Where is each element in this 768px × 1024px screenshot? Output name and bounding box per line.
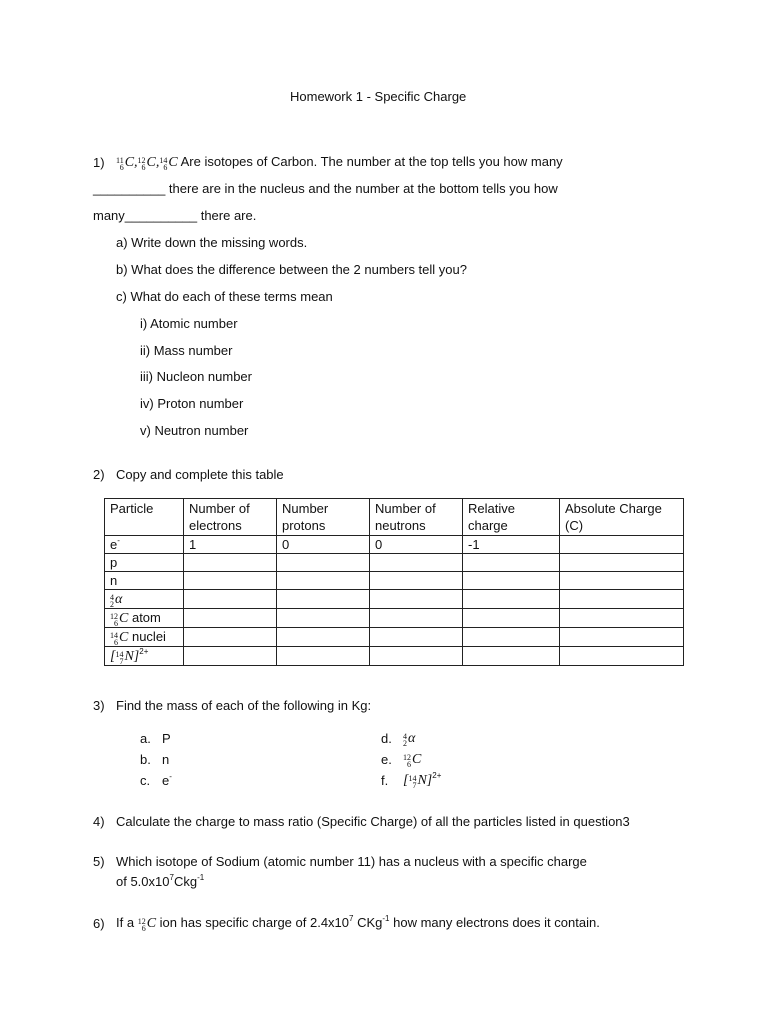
cell-particle-nitrogen-ion: [ 14 7 N]$^{2+}$ (105, 647, 184, 666)
header-particle: Particle (105, 499, 184, 536)
particle-table (104, 498, 684, 666)
cell-empty (277, 590, 370, 609)
q6-number: 6) (93, 916, 105, 931)
cell-particle-carbon-atom: 12 6 C atom (105, 609, 184, 628)
q3-text: Find the mass of each of the following in Kg: (116, 698, 372, 713)
q3-number: 3) (93, 698, 105, 713)
table-row (105, 590, 684, 609)
cell-empty (463, 628, 560, 647)
q3-item-a-label: a. (140, 731, 151, 746)
cell-empty (277, 647, 370, 666)
q1-line1-text: Are isotopes of Carbon. The number at the top tells you how many (180, 154, 563, 169)
q1-term-4: iv) Proton number (140, 396, 244, 411)
q3-item-c: e- (162, 772, 172, 788)
q2-text: Copy and complete this table (116, 467, 284, 482)
table-row (105, 554, 684, 572)
cell-electrons (184, 554, 277, 572)
cell-empty (184, 628, 277, 647)
q1-line2: __________ there are in the nucleus and the number at the bottom tells you how (93, 181, 558, 196)
cell-relative (463, 572, 560, 590)
cell-electrons (184, 572, 277, 590)
cell-relative: -1 (463, 536, 560, 554)
page-title: Homework 1 - Specific Charge (290, 89, 467, 104)
q5-number: 5) (93, 854, 105, 869)
cell-particle: n (105, 572, 184, 590)
q3-item-e: 12 6 C (403, 752, 422, 769)
cell-particle-alpha: 4 2 α (105, 590, 184, 609)
cell-empty (370, 609, 463, 628)
cell-empty (560, 647, 684, 666)
table-header-row (105, 499, 684, 536)
cell-neutrons: 0 (370, 536, 463, 554)
header-relative-charge: Relative charge (463, 499, 560, 536)
q3-item-e-label: e. (381, 752, 392, 767)
q1-line1: 11 6 C, 12 6 C, 14 6 C Are isotopes of Carbon. The number at the top tells you how many (116, 154, 563, 172)
q1-term-1: i) Atomic number (140, 316, 238, 331)
cell-empty (370, 628, 463, 647)
table-row (105, 628, 684, 647)
cell-particle: p (105, 554, 184, 572)
q1-isotope-1: 11 6 C (116, 155, 135, 172)
q3-item-b: n (162, 752, 170, 767)
cell-empty (463, 609, 560, 628)
cell-protons (277, 554, 370, 572)
cell-empty (277, 628, 370, 647)
cell-empty (370, 647, 463, 666)
cell-empty (560, 609, 684, 628)
header-electrons: Number of electrons (184, 499, 277, 536)
cell-empty (184, 647, 277, 666)
cell-empty (463, 647, 560, 666)
cell-neutrons (370, 572, 463, 590)
q2-number: 2) (93, 467, 105, 482)
cell-empty (184, 609, 277, 628)
table-row (105, 647, 684, 666)
q1-line3: many__________ there are. (93, 208, 257, 223)
q3-item-f: [ 14 7 N]$^{2+}$ (403, 771, 442, 790)
table-row (105, 572, 684, 590)
q1-isotope-2: 12 6 C (137, 155, 156, 172)
cell-particle: e- (105, 536, 184, 554)
q3-item-a: P (162, 731, 171, 746)
cell-particle-carbon-nuclei: 14 6 C nuclei (105, 628, 184, 647)
q3-item-f-label: f. (381, 773, 389, 788)
q6-text: If a 12 6 C ion has specific charge of $2.4x10^7$ CKg$^{-1}$ how many electrons does it contain. (116, 914, 600, 933)
q1-part-c: c) What do each of these terms mean (116, 289, 333, 304)
table-row (105, 609, 684, 628)
q5-line2: of $5.0x10^7Ckg^{-1}$ (116, 873, 205, 889)
cell-empty (277, 609, 370, 628)
q3-item-d-label: d. (381, 731, 392, 746)
q3-item-b-label: b. (140, 752, 151, 767)
cell-protons: 0 (277, 536, 370, 554)
cell-protons (277, 572, 370, 590)
cell-absolute (560, 572, 684, 590)
q1-term-2: ii) Mass number (140, 343, 233, 358)
q4-text: Calculate the charge to mass ratio (Specific Charge) of all the particles listed in question3 (116, 814, 630, 829)
cell-empty (463, 590, 560, 609)
cell-absolute (560, 554, 684, 572)
q1-number: 1) (93, 155, 105, 170)
header-absolute-charge: Absolute Charge (C) (560, 499, 684, 536)
q1-isotope-3: 14 6 C (159, 155, 178, 172)
q1-term-5: v) Neutron number (140, 423, 249, 438)
q4-number: 4) (93, 814, 105, 829)
q3-item-c-label: c. (140, 773, 151, 788)
cell-electrons: 1 (184, 536, 277, 554)
cell-empty (184, 590, 277, 609)
cell-empty (370, 590, 463, 609)
cell-relative (463, 554, 560, 572)
cell-empty (560, 628, 684, 647)
q1-term-3: iii) Nucleon number (140, 369, 252, 384)
q3-item-d: 4 2 α (403, 731, 416, 748)
cell-neutrons (370, 554, 463, 572)
q1-part-a: a) Write down the missing words. (116, 235, 308, 250)
header-neutrons: Number of neutrons (370, 499, 463, 536)
q5-line1: Which isotope of Sodium (atomic number 11) has a nucleus with a specific charge (116, 854, 587, 869)
header-protons: Number protons (277, 499, 370, 536)
table-row (105, 536, 684, 554)
cell-absolute (560, 536, 684, 554)
q1-part-b: b) What does the difference between the 2 numbers tell you? (116, 262, 467, 277)
cell-empty (560, 590, 684, 609)
